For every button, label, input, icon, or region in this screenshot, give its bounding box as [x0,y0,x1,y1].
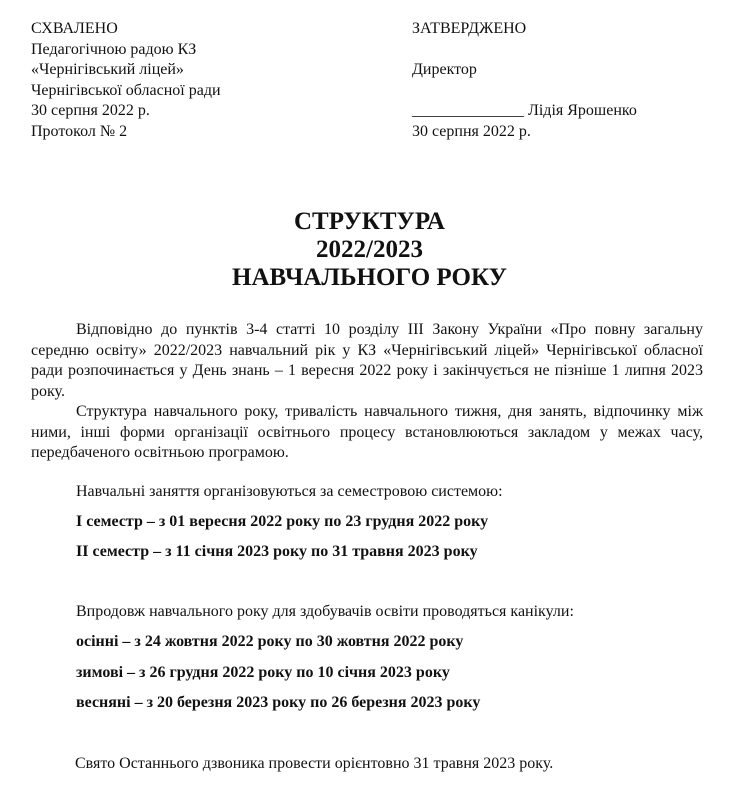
spacer [412,81,637,102]
last-bell-note: Свято Останнього дзвоника провести орієнтовно 31 травня 2023 року. [75,755,554,772]
confirmed-signature: ______________ Лідія Ярошенко [412,102,637,119]
semesters-intro: Навчальні заняття організовуються за семестровою системою: [76,483,503,500]
approved-line-1: Педагогічною радою КЗ [31,40,197,58]
title-line-2: 2022/2023 [316,236,423,263]
approved-line-3: Чернігівської обласної ради [31,81,221,99]
confirmed-block [412,19,637,142]
document-title [0,208,739,292]
title-line-3: НАВЧАЛЬНОГО РОКУ [232,264,507,291]
approved-date: 30 серпня 2022 р. [31,102,150,119]
approved-protocol: Протокол № 2 [31,122,128,140]
holiday-autumn: осінні – з 24 жовтня 2022 року по 30 жовтня 2022 року [76,633,464,650]
approved-block [31,19,221,142]
semester-first: І семестр – з 01 вересня 2022 року по 23 грудня 2022 року [76,513,489,530]
holiday-winter: зимові – з 26 грудня 2022 року по 10 січня 2023 року [76,664,450,681]
confirmed-date: 30 серпня 2022 р. [412,122,531,140]
holiday-spring: весняні – з 20 березня 2023 року по 26 березня 2023 року [76,694,481,711]
title-line-1: СТРУКТУРА [293,208,445,235]
holidays-intro: Впродовж навчального року для здобувачів освіти проводяться канікули: [76,603,574,620]
confirmed-heading: ЗАТВЕРДЖЕНО [412,20,527,37]
approved-line-2: «Чернігівський ліцей» [31,61,184,78]
intro-paragraph: Відповідно до пунктів 3-4 статті 10 розділу ІІІ Закону України «Про повну загальну середню освіту» 2022/2023 навчальний рік у КЗ «Чернігівський ліцей» Чернігівської обласної ради розпочинається у День знань – 1 вересня 2022 року і закінчується не пізніше 1 липня 2023 року. [31,321,703,400]
semester-second: ІІ семестр – з 11 січня 2023 року по 31 травня 2023 року [76,543,478,560]
approved-heading: СХВАЛЕНО [31,20,118,37]
structure-paragraph: Структура навчального року, тривалість навчального тижня, дня занять, відпочинку між ними, інші форми організації освітнього процесу встановлюються закладом у межах часу, передбаченого освітньою програмою. [31,403,703,461]
confirmed-role: Директор [412,61,477,78]
spacer [412,40,637,61]
